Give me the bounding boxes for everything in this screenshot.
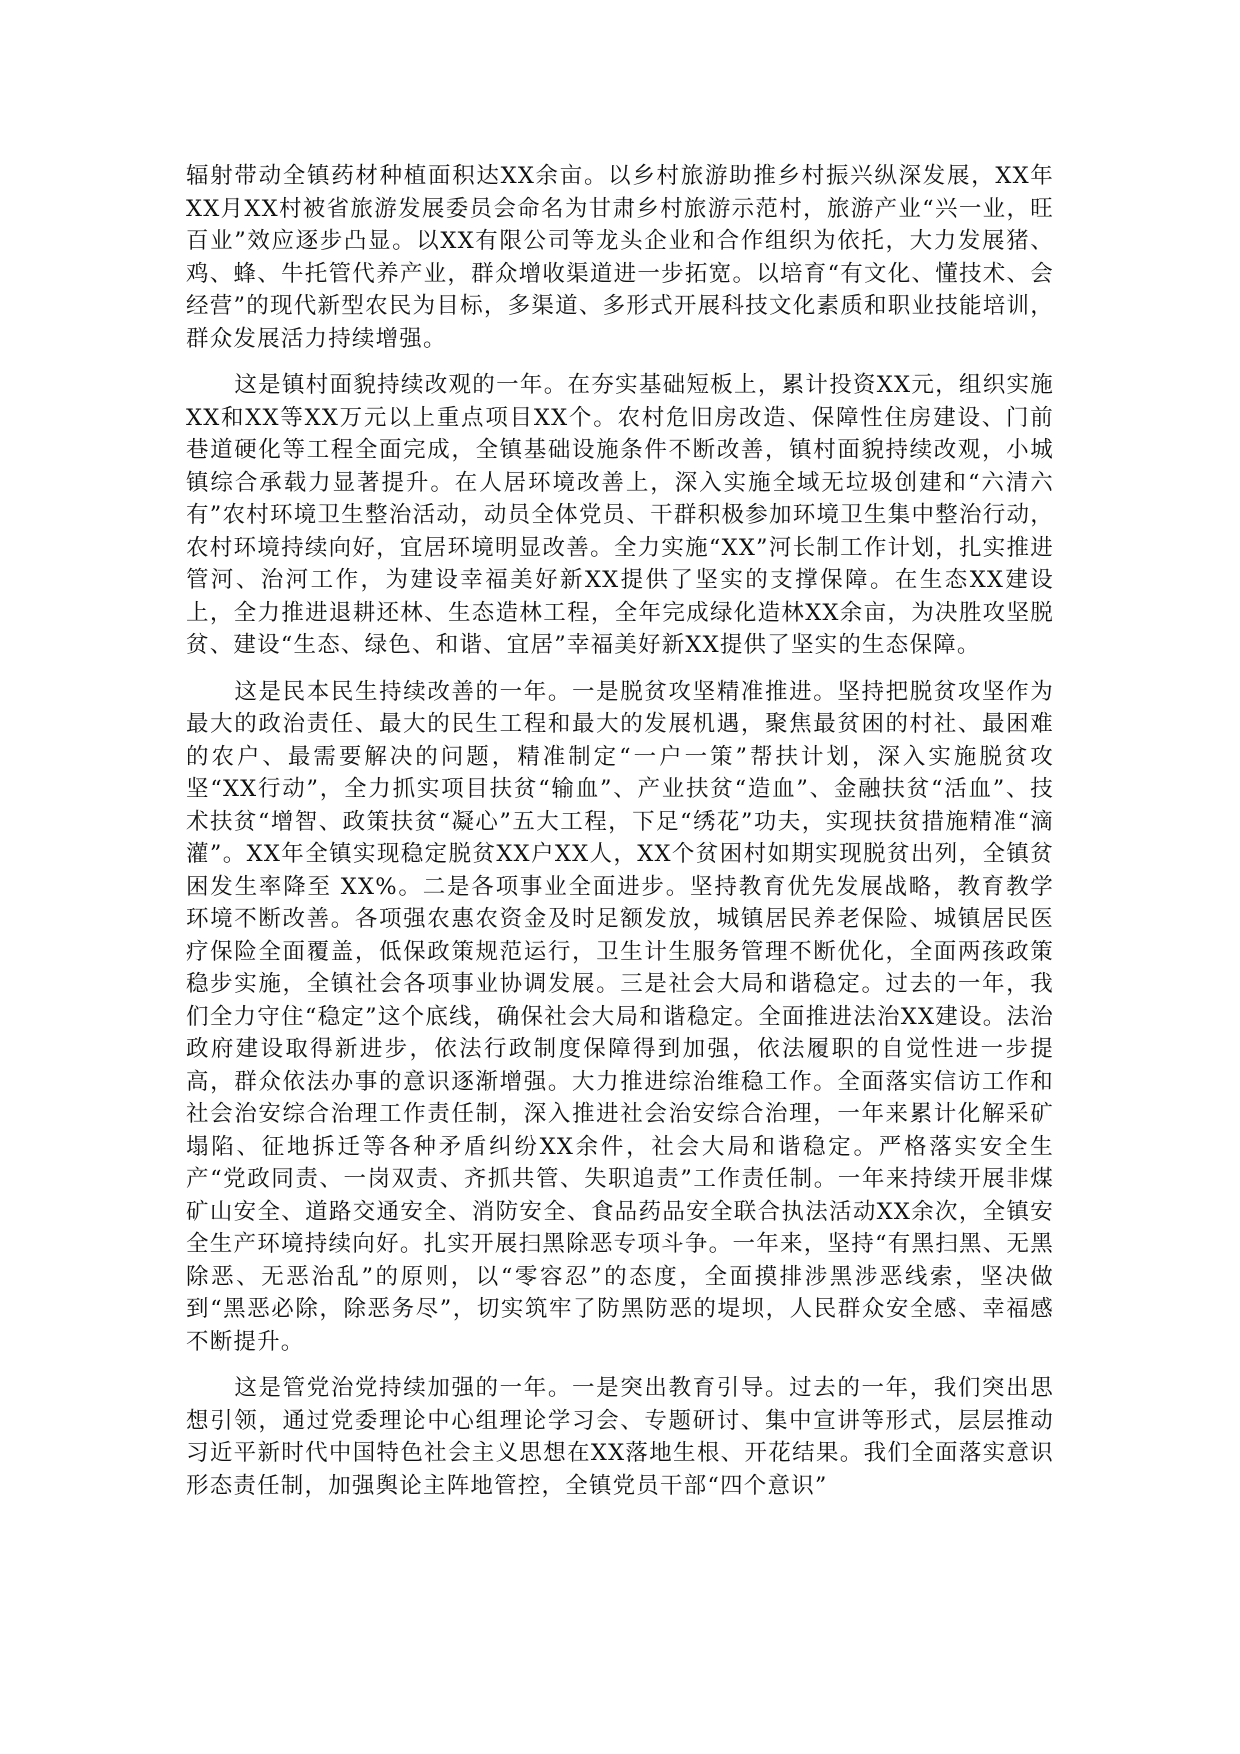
paragraph-1: 辐射带动全镇药材种植面积达XX余亩。以乡村旅游助推乡村振兴纵深发展，XX年XX月XX村被省旅游发展委员会命名为甘肃乡村旅游示范村，旅游产业“兴一业，旺百业”效应逐步凸显。以XX有限公司等龙头企业和合作组织为依托，大力发展猪、鸡、蜂、牛托管代养产业，群众增收渠道进一步拓宽。以培育“有文化、懂技术、会经营”的现代新型农民为目标，多渠道、多形式开展科技文化素质和职业技能培训，群众发展活力持续增强。	[186, 163, 1054, 352]
document-body	[186, 160, 1054, 1516]
paragraph-3: 这是民本民生持续改善的一年。一是脱贫攻坚精准推进。坚持把脱贫攻坚作为最大的政治责任、最大的民生工程和最大的发展机遇，聚焦最贫困的村社、最困难的农户、最需要解决的问题，精准制定“一户一策”帮扶计划，深入实施脱贫攻坚“XX行动”，全力抓实项目扶贫“输血”、产业扶贫“造血”、金融扶贫“活血”、技术扶贫“增智、政策扶贫“凝心”五大工程，下足“绣花”功夫，实现扶贫措施精准“滴灌”。XX年全镇实现稳定脱贫XX户XX人，XX个贫困村如期实现脱贫出列，全镇贫困发生率降至 XX%。二是各项事业全面进步。坚持教育优先发展战略，教育教学环境不断改善。各项强农惠农资金及时足额发放，城镇居民养老保险、城镇居民医疗保险全面覆盖，低保政策规范运行，卫生计生服务管理不断优化，全面两孩政策稳步实施，全镇社会各项事业协调发展。三是社会大局和谐稳定。过去的一年，我们全力守住“稳定”这个底线，确保社会大局和谐稳定。全面推进法治XX建设。法治政府建设取得新进步，依法行政制度保障得到加强，依法履职的自觉性进一步提高，群众依法办事的意识逐渐增强。大力推进综治维稳工作。全面落实信访工作和社会治安综合治理工作责任制，深入推进社会治安综合治理，一年来累计化解采矿塌陷、征地拆迁等各种矛盾纠纷XX余件，社会大局和谐稳定。严格落实安全生产“党政同责、一岗双责、齐抓共管、失职追责”工作责任制。一年来持续开展非煤矿山安全、道路交通安全、消防安全、食品药品安全联合执法活动XX余次，全镇安全生产环境持续向好。扎实开展扫黑除恶专项斗争。一年来，坚持“有黑扫黑、无黑除恶、无恶治乱”的原则，以“零容忍”的态度，全面摸排涉黑涉恶线索，坚决做到“黑恶必除，除恶务尽”，切实筑牢了防黑防恶的堤坝，人民群众安全感、幸福感不断提升。	[186, 678, 1054, 1355]
paragraph-4: 这是管党治党持续加强的一年。一是突出教育引导。过去的一年，我们突出思想引领，通过党委理论中心组理论学习会、专题研讨、集中宣讲等形式，层层推动习近平新时代中国特色社会主义思想在XX落地生根、开花结果。我们全面落实意识形态责任制，加强舆论主阵地管控，全镇党员干部“四个意识”	[186, 1375, 1054, 1499]
paragraph-2: 这是镇村面貌持续改观的一年。在夯实基础短板上，累计投资XX元，组织实施XX和XX等XX万元以上重点项目XX个。农村危旧房改造、保障性住房建设、门前巷道硬化等工程全面完成，全镇基础设施条件不断改善，镇村面貌持续改观，小城镇综合承载力显著提升。在人居环境改善上，深入实施全域无垃圾创建和“六清六有”农村环境卫生整治活动，动员全体党员、干群积极参加环境卫生集中整治行动，农村环境持续向好，宜居环境明显改善。全力实施“XX”河长制工作计划，扎实推进管河、治河工作，为建设幸福美好新XX提供了坚实的支撑保障。在生态XX建设上，全力推进退耕还林、生态造林工程，全年完成绿化造林XX余亩，为决胜攻坚脱贫、建设“生态、绿色、和谐、宜居”幸福美好新XX提供了坚实的生态保障。	[186, 372, 1054, 658]
